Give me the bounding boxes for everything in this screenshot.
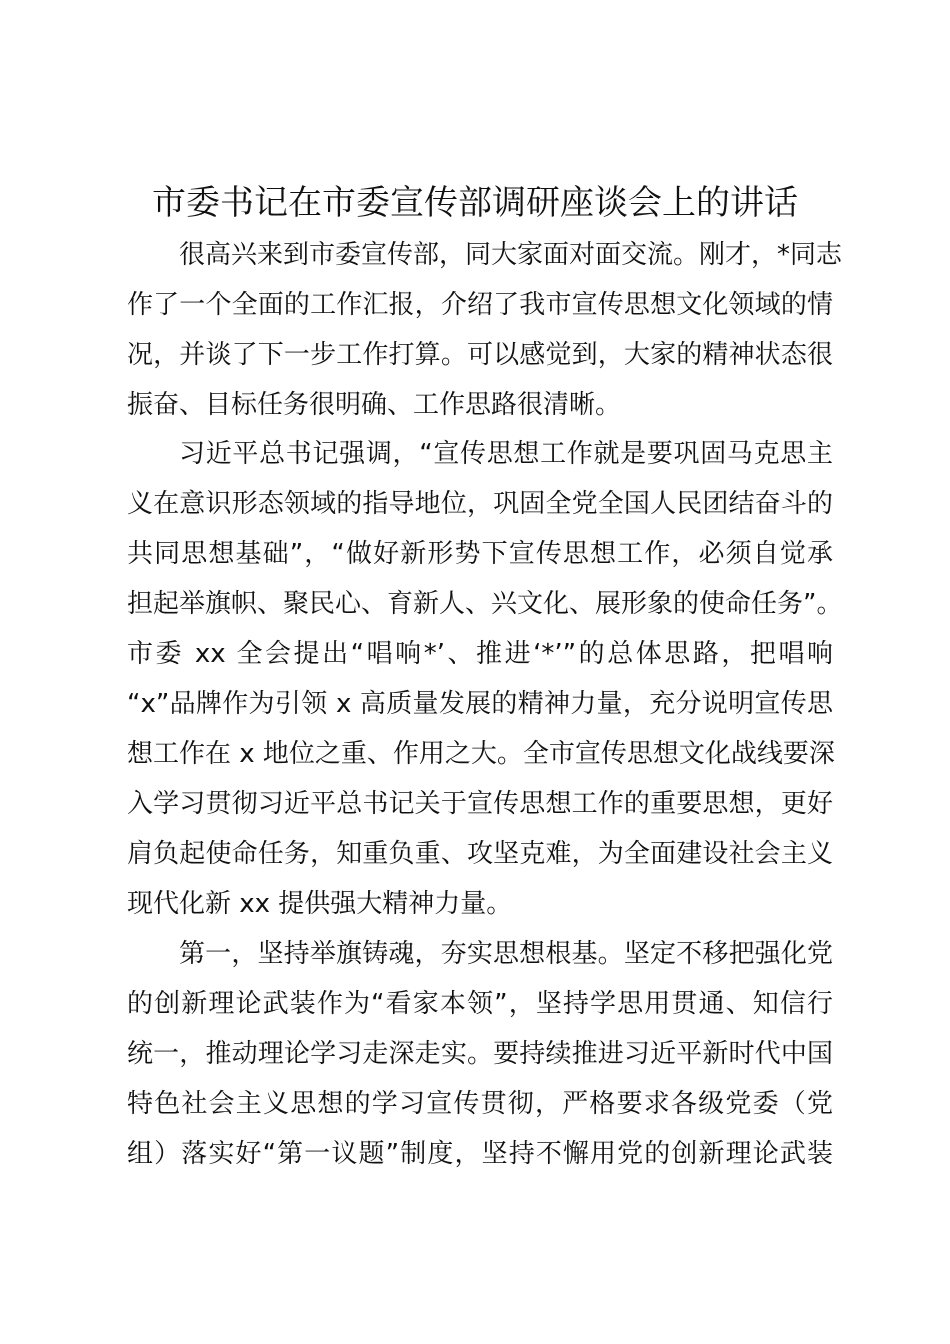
paragraph-line: “x”品牌作为引领 x 高质量发展的精神力量，充分说明宣传思 bbox=[127, 689, 833, 719]
paragraph-line: 作了一个全面的工作汇报，介绍了我市宣传思想文化领域的情 bbox=[127, 290, 833, 320]
paragraph-line: 习近平总书记强调，“宣传思想工作就是要巩固马克思主 bbox=[179, 439, 833, 469]
paragraph-1 bbox=[127, 230, 843, 430]
paragraph-line: 统一，推动理论学习走深走实。要持续推进习近平新时代中国 bbox=[127, 1039, 833, 1069]
paragraph-line: 想工作在 x 地位之重、作用之大。全市宣传思想文化战线要深 bbox=[127, 739, 835, 769]
paragraph-line: 入学习贯彻习近平总书记关于宣传思想工作的重要思想，更好 bbox=[127, 789, 833, 819]
paragraph-line: 很高兴来到市委宣传部，同大家面对面交流。刚才，*同志 bbox=[179, 240, 843, 270]
paragraph-3 bbox=[127, 929, 833, 1179]
paragraph-line: 特色社会主义思想的学习宣传贯彻，严格要求各级党委（党 bbox=[127, 1089, 833, 1119]
paragraph-line: 的创新理论武装作为“看家本领”，坚持学思用贯通、知信行 bbox=[127, 989, 833, 1019]
paragraph-line: 组）落实好“第一议题”制度，坚持不懈用党的创新理论武装 bbox=[127, 1139, 833, 1169]
document-title: 市委书记在市委宣传部调研座谈会上的讲话 bbox=[152, 183, 798, 223]
paragraph-line: 现代化新 xx 提供强大精神力量。 bbox=[127, 889, 513, 919]
paragraph-line: 振奋、目标任务很明确、工作思路很清晰。 bbox=[127, 390, 622, 420]
paragraph-line: 担起举旗帜、聚民心、育新人、兴文化、展形象的使命任务”。 bbox=[127, 589, 843, 619]
paragraph-line: 市委 xx 全会提出“唱响*’、推进‘*’”的总体思路，把唱响 bbox=[127, 639, 833, 669]
paragraph-line: 第一，坚持举旗铸魂，夯实思想根基。坚定不移把强化党 bbox=[179, 939, 833, 969]
paragraph-line: 义在意识形态领域的指导地位，巩固全党全国人民团结奋斗的 bbox=[127, 489, 833, 519]
paragraph-line: 况，并谈了下一步工作打算。可以感觉到，大家的精神状态很 bbox=[127, 340, 833, 370]
paragraph-2 bbox=[127, 429, 843, 929]
paragraph-line: 肩负起使命任务，知重负重、攻坚克难，为全面建设社会主义 bbox=[127, 839, 833, 869]
paragraph-line: 共同思想基础”，“做好新形势下宣传思想工作，必须自觉承 bbox=[127, 539, 833, 569]
